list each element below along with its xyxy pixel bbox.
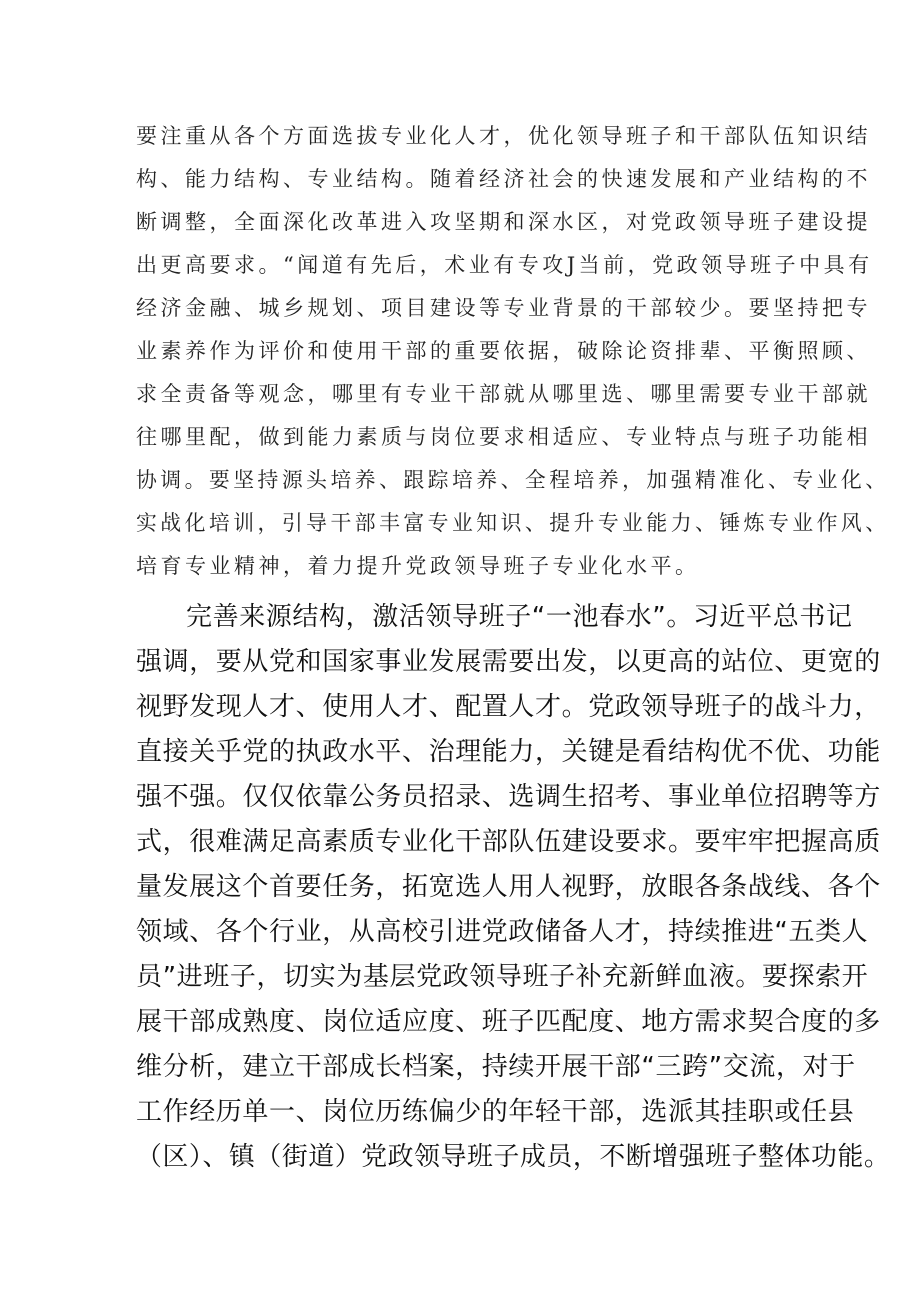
text-line: 量发展这个首要任务，拓宽选人用人视野，放眼各条战线、各个	[136, 872, 881, 902]
text-line: 员”进班子，切实为基层党政领导班子补充新鲜血液。要探索开	[136, 962, 869, 992]
text-line: 业素养作为评价和使用干部的重要依据，破除论资排辈、平衡照顾、	[136, 339, 871, 363]
text-line: 完善来源结构，激活领导班子“一池春水”。习近平总书记	[186, 602, 853, 632]
text-line: 培育专业精神，着力提升党政领导班子专业化水平。	[136, 554, 700, 578]
text-line: 断调整，全面深化改革进入攻坚期和深水区，对党政领导班子建设提	[136, 210, 871, 234]
text-line: 展干部成熟度、岗位适应度、班子匹配度、地方需求契合度的多	[136, 1007, 881, 1037]
text-line: 工作经历单一、岗位历练偏少的年轻干部，选派其挂职或任县	[136, 1097, 855, 1127]
text-line: 实战化培训，引导干部丰富专业知识、提升专业能力、锤炼专业作风、	[136, 511, 890, 535]
text-line: 求全责备等观念，哪里有专业干部就从哪里选、哪里需要专业干部就	[136, 382, 871, 406]
text-line: 经济金融、城乡规划、项目建设等专业背景的干部较少。要坚持把专	[136, 296, 871, 320]
text-line: 直接关乎党的执政水平、治理能力，关键是看结构优不优、功能	[136, 737, 881, 767]
text-line: 领域、各个行业，从高校引进党政储备人才，持续推进“五类人	[136, 917, 869, 947]
text-line: 视野发现人才、使用人才、配置人才。党政领导班子的战斗力，	[136, 692, 881, 722]
text-line: 往哪里配，做到能力素质与岗位要求相适应、专业特点与班子功能相	[136, 425, 871, 449]
text-line: （区）、镇（街道）党政领导班子成员，不断增强班子整体功能。	[136, 1142, 891, 1172]
text-line: 强不强。仅仅依靠公务员招录、选调生招考、事业单位招聘等方	[136, 782, 881, 812]
text-line: 维分析，建立干部成长档案，持续开展干部“三跨”交流，对于	[136, 1052, 856, 1082]
text-line: 式，很难满足高素质专业化干部队伍建设要求。要牢牢把握高质	[136, 827, 881, 857]
text-line: 强调，要从党和国家事业发展需要出发，以更高的站位、更宽的	[136, 647, 881, 677]
text-line: 出更高要求。“闻道有先后，术业有专攻J当前，党政领导班子中具有	[136, 253, 873, 277]
text-line: 构、能力结构、专业结构。随着经济社会的快速发展和产业结构的不	[136, 167, 871, 191]
text-line: 协调。要坚持源头培养、跟踪培养、全程培养，加强精准化、专业化、	[136, 468, 890, 492]
text-line: 要注重从各个方面选拔专业化人才，优化领导班子和干部队伍知识结	[136, 124, 871, 148]
